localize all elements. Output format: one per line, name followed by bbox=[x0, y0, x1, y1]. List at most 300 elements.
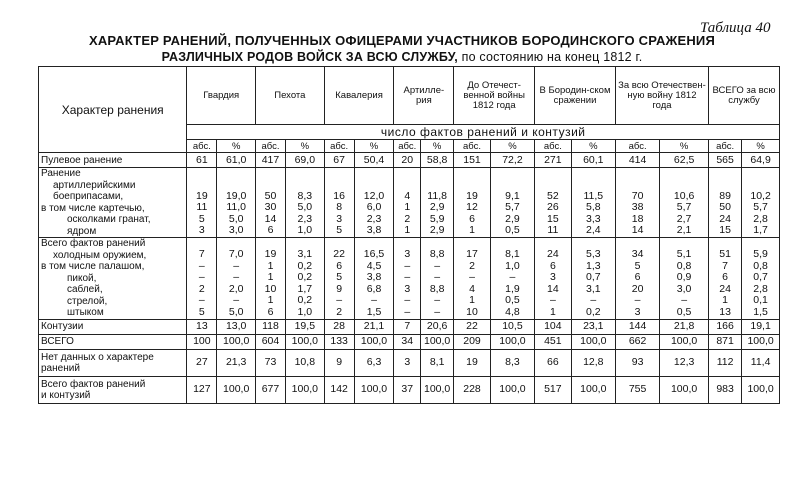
cell-value: 3 bbox=[394, 349, 421, 376]
cell-value: 755 bbox=[615, 376, 659, 403]
spacer bbox=[493, 180, 532, 191]
cell-value: 24 bbox=[719, 212, 731, 225]
cell-value: 100 bbox=[187, 334, 217, 349]
cell-value: 69,0 bbox=[285, 153, 324, 168]
cell-value-stack bbox=[324, 238, 354, 320]
cell-value: 10,6 bbox=[673, 189, 695, 202]
row-label bbox=[39, 168, 187, 238]
cell-value: – bbox=[434, 259, 441, 272]
cell-value: 133 bbox=[324, 334, 354, 349]
table-row-group bbox=[39, 168, 780, 238]
spacer bbox=[456, 180, 488, 191]
cell-value: 6 bbox=[722, 271, 729, 284]
cell-value: 3 bbox=[404, 282, 411, 295]
spacer bbox=[711, 169, 739, 180]
spacer bbox=[288, 169, 322, 180]
cell-value: 13 bbox=[187, 319, 217, 334]
cell-value: 2,9 bbox=[429, 201, 445, 213]
cell-value: 22 bbox=[333, 248, 345, 261]
spacer bbox=[456, 169, 488, 180]
spacer bbox=[288, 180, 322, 191]
cell-value: 565 bbox=[708, 153, 741, 168]
sub-header-abs: абс. bbox=[256, 140, 286, 153]
cell-value: 5,0 bbox=[228, 305, 244, 318]
cell-value-stack bbox=[708, 238, 741, 320]
cell-value: 19 bbox=[264, 248, 277, 261]
table-title bbox=[62, 32, 742, 66]
cell-value: 6 bbox=[634, 271, 641, 284]
spacer bbox=[396, 180, 418, 191]
cell-value: 2,1 bbox=[676, 224, 692, 236]
cell-value-stack bbox=[217, 168, 256, 238]
cell-value: 2,4 bbox=[585, 224, 601, 236]
cell-value: 38 bbox=[631, 201, 644, 213]
cell-value-stack bbox=[256, 168, 286, 238]
cell-value: 5,0 bbox=[228, 212, 244, 225]
sub-header-abs: абс. bbox=[394, 140, 421, 153]
cell-value: 1,5 bbox=[753, 305, 768, 318]
cell-value: 127 bbox=[187, 376, 217, 403]
cell-value: – bbox=[404, 259, 411, 272]
cell-value: 4 bbox=[469, 282, 475, 295]
cell-value: 11 bbox=[547, 224, 559, 236]
cell-value: 0,2 bbox=[585, 305, 601, 318]
cell-value: 228 bbox=[454, 376, 491, 403]
cell-value: – bbox=[434, 294, 441, 307]
cell-value: 9,1 bbox=[505, 189, 520, 202]
cell-value: – bbox=[198, 259, 205, 272]
cell-value: 2 bbox=[404, 212, 411, 225]
cell-value: 10,2 bbox=[750, 189, 771, 202]
cell-value: 1 bbox=[469, 294, 475, 307]
cell-value: 100,0 bbox=[354, 334, 394, 349]
spacer bbox=[219, 169, 253, 180]
cell-value: 871 bbox=[708, 334, 741, 349]
cell-value: 27 bbox=[187, 349, 217, 376]
cell-value: 89 bbox=[719, 189, 731, 202]
cell-value: 34 bbox=[631, 248, 644, 261]
cell-value: 3,0 bbox=[676, 282, 692, 295]
cell-value: 5,9 bbox=[753, 248, 768, 261]
cell-value: 604 bbox=[256, 334, 286, 349]
cell-value: 5,0 bbox=[297, 201, 313, 213]
cell-value: 5,3 bbox=[585, 248, 601, 261]
cell-value: 19 bbox=[454, 349, 491, 376]
cell-value: 1,0 bbox=[297, 224, 313, 236]
cell-value: 72,2 bbox=[490, 153, 534, 168]
cell-value: 8,3 bbox=[297, 189, 313, 202]
col-header: Артилле-рия bbox=[394, 67, 454, 125]
cell-value: 14 bbox=[547, 282, 559, 295]
cell-value: 58,8 bbox=[421, 153, 454, 168]
cell-value: 70 bbox=[631, 189, 644, 202]
row-label-line: и контузий bbox=[41, 389, 91, 401]
cell-value: 100,0 bbox=[742, 334, 780, 349]
cell-value: 100,0 bbox=[217, 376, 256, 403]
cell-value: 5,7 bbox=[505, 201, 520, 213]
spacer bbox=[327, 180, 352, 191]
cell-value: 5 bbox=[336, 271, 343, 284]
cell-value: 8,8 bbox=[429, 282, 445, 295]
sub-header-pct: % bbox=[421, 140, 454, 153]
row-label: ВСЕГО bbox=[39, 334, 187, 349]
cell-value: 3 bbox=[549, 271, 556, 284]
cell-value: 14 bbox=[631, 224, 644, 236]
cell-value: 2,9 bbox=[429, 224, 445, 236]
cell-value: – bbox=[233, 259, 240, 272]
cell-value: 4 bbox=[404, 189, 411, 202]
col-header: Пехота bbox=[256, 67, 325, 125]
cell-value: 12,3 bbox=[660, 349, 709, 376]
cell-value: 1,9 bbox=[505, 282, 520, 295]
cell-value-stack bbox=[742, 238, 780, 320]
cell-value: 7 bbox=[722, 259, 729, 272]
cell-value: 100,0 bbox=[490, 376, 534, 403]
cell-value: 3,8 bbox=[366, 271, 382, 284]
cell-value: 0,2 bbox=[297, 259, 313, 272]
cell-value: 51 bbox=[719, 248, 731, 261]
cell-value-stack bbox=[742, 168, 780, 238]
cell-value-stack bbox=[354, 238, 394, 320]
cell-value: 3 bbox=[404, 248, 411, 261]
sub-header-pct: % bbox=[742, 140, 780, 153]
cell-value: 24 bbox=[547, 248, 559, 261]
cell-value: 8,1 bbox=[421, 349, 454, 376]
cell-value: 21,3 bbox=[217, 349, 256, 376]
row-label-line: ранений bbox=[41, 362, 80, 374]
cell-value-stack bbox=[490, 238, 534, 320]
sub-header-abs: абс. bbox=[615, 140, 659, 153]
cell-value-stack bbox=[324, 168, 354, 238]
cell-value: – bbox=[233, 294, 240, 307]
cell-value: 73 bbox=[256, 349, 286, 376]
row-label-line: Нет данных о характере bbox=[41, 351, 154, 363]
col-header: За всю Отечествен-ную войну 1812 года bbox=[615, 67, 708, 125]
cell-value-stack bbox=[535, 168, 572, 238]
cell-value: 100,0 bbox=[490, 334, 534, 349]
table-header bbox=[39, 67, 780, 153]
cell-value: 2,3 bbox=[366, 212, 382, 225]
cell-value: 67 bbox=[324, 153, 354, 168]
cell-value: 5,8 bbox=[585, 201, 601, 213]
row-label-line: в том числе палашом, bbox=[41, 261, 145, 272]
cell-value: 5 bbox=[634, 259, 641, 272]
cell-value: 9 bbox=[324, 349, 354, 376]
cell-value: 6,0 bbox=[366, 201, 382, 213]
table-number: Таблица 40 bbox=[700, 20, 771, 36]
cell-value: 3,0 bbox=[228, 224, 244, 236]
spacer bbox=[327, 169, 352, 180]
cell-value: 2 bbox=[336, 305, 343, 318]
cell-value-stack bbox=[615, 238, 659, 320]
cell-value: 100,0 bbox=[660, 334, 709, 349]
col-header: До Отечест-венной войны 1812 года bbox=[454, 67, 535, 125]
cell-value: 10,5 bbox=[490, 319, 534, 334]
cell-value: 8 bbox=[336, 201, 343, 213]
cell-value: 0,5 bbox=[676, 305, 692, 318]
cell-value: 22 bbox=[454, 319, 491, 334]
sub-header-pct: % bbox=[660, 140, 709, 153]
cell-value: 142 bbox=[324, 376, 354, 403]
cell-value: 12,8 bbox=[571, 349, 615, 376]
cell-value: 11,8 bbox=[427, 189, 447, 202]
cell-value: 414 bbox=[615, 153, 659, 168]
cell-value: 13 bbox=[719, 305, 731, 318]
spacer bbox=[662, 169, 706, 180]
cell-value: 0,7 bbox=[585, 271, 601, 284]
cell-value: 0,5 bbox=[505, 224, 520, 236]
cell-value: 30 bbox=[264, 201, 277, 213]
cell-value: – bbox=[434, 271, 441, 284]
cell-value: 6 bbox=[549, 259, 556, 272]
row-label-line: Ранение bbox=[41, 168, 81, 179]
row-label-line: Всего фактов ранений bbox=[41, 238, 146, 249]
cell-value: 0,7 bbox=[753, 271, 768, 284]
cell-value: 10 bbox=[466, 305, 478, 318]
sub-header-pct: % bbox=[217, 140, 256, 153]
cell-value: 1 bbox=[267, 294, 274, 307]
cell-value: – bbox=[434, 305, 441, 318]
cell-value: 3,8 bbox=[366, 224, 382, 236]
cell-value: 50 bbox=[719, 201, 731, 213]
row-label: Пулевое ранение bbox=[39, 153, 187, 168]
cell-value: 100,0 bbox=[421, 376, 454, 403]
cell-value: 8,3 bbox=[490, 349, 534, 376]
cell-value: 12,0 bbox=[363, 189, 385, 202]
row-label-line: Всего фактов ранений bbox=[41, 378, 146, 390]
row-label-line: саблей, bbox=[67, 284, 103, 295]
cell-value: – bbox=[404, 271, 411, 284]
sub-header-pct: % bbox=[490, 140, 534, 153]
cell-value: 151 bbox=[454, 153, 491, 168]
cell-value: 10 bbox=[264, 282, 277, 295]
spacer bbox=[537, 169, 569, 180]
cell-value: 5,9 bbox=[429, 212, 445, 225]
cell-value: 7,0 bbox=[228, 248, 244, 261]
cell-value: 50,4 bbox=[354, 153, 394, 168]
row-label-line: артиллерийскими bbox=[53, 179, 136, 191]
cell-value: 517 bbox=[535, 376, 572, 403]
cell-value: 6 bbox=[267, 305, 274, 318]
cell-value: 0,2 bbox=[297, 271, 313, 284]
cell-value-stack bbox=[708, 168, 741, 238]
title-line-1: ХАРАКТЕР РАНЕНИЙ, ПОЛУЧЕННЫХ ОФИЦЕРАМИ УЧАСТНИКОВ БОРОДИНСКОГО СРАЖЕНИЯ bbox=[88, 33, 716, 48]
spacer bbox=[574, 180, 613, 191]
row-label bbox=[39, 238, 187, 320]
table-body bbox=[39, 153, 780, 404]
cell-value: 1,3 bbox=[585, 259, 601, 272]
title-line-2-rest: по состоянию на конец 1812 г. bbox=[457, 50, 643, 64]
spacer bbox=[258, 169, 283, 180]
cell-value: 10,8 bbox=[285, 349, 324, 376]
cell-value: 13,0 bbox=[217, 319, 256, 334]
sub-header-pct: % bbox=[285, 140, 324, 153]
spacer bbox=[574, 169, 613, 180]
table-row-group bbox=[39, 238, 780, 320]
cell-value: 5,7 bbox=[676, 201, 692, 213]
cell-value: 8,8 bbox=[429, 248, 445, 261]
table-row bbox=[39, 376, 780, 403]
cell-value: 6,3 bbox=[354, 349, 394, 376]
cell-value: 93 bbox=[615, 349, 659, 376]
cell-value: 37 bbox=[394, 376, 421, 403]
cell-value: 3 bbox=[336, 212, 343, 225]
cell-value-stack bbox=[187, 168, 217, 238]
cell-value: 8,1 bbox=[505, 248, 520, 261]
cell-value-stack bbox=[571, 238, 615, 320]
cell-value: 2 bbox=[198, 282, 205, 295]
cell-value: 112 bbox=[708, 349, 741, 376]
spacer bbox=[537, 180, 569, 191]
cell-value: 677 bbox=[256, 376, 286, 403]
cell-value: 11 bbox=[196, 201, 208, 213]
cell-value: 0,1 bbox=[753, 294, 768, 307]
cell-value: – bbox=[590, 294, 597, 307]
spacer bbox=[423, 169, 451, 180]
table-row bbox=[39, 334, 780, 349]
cell-value: 104 bbox=[535, 319, 572, 334]
table-row bbox=[39, 153, 780, 168]
cell-value: 16,5 bbox=[363, 248, 385, 261]
cell-value: 100,0 bbox=[660, 376, 709, 403]
cell-value: 209 bbox=[454, 334, 491, 349]
cell-value: 52 bbox=[547, 189, 559, 202]
cell-value: 21,1 bbox=[354, 319, 394, 334]
cell-value: 3,1 bbox=[585, 282, 601, 295]
cell-value: 1 bbox=[267, 259, 274, 272]
cell-value: 11,0 bbox=[226, 201, 246, 213]
cell-value: 6 bbox=[267, 224, 274, 236]
cell-value: 100,0 bbox=[285, 376, 324, 403]
cell-value: 1 bbox=[469, 224, 475, 236]
cell-value: 1 bbox=[267, 271, 274, 284]
cell-value: 166 bbox=[708, 319, 741, 334]
cell-value: – bbox=[336, 294, 343, 307]
cell-value: 5,7 bbox=[753, 201, 768, 213]
cell-value: 19,1 bbox=[742, 319, 780, 334]
cell-value: 23,1 bbox=[571, 319, 615, 334]
cell-value: 0,2 bbox=[297, 294, 313, 307]
cell-value: – bbox=[469, 271, 475, 284]
cell-value-stack bbox=[394, 168, 421, 238]
cell-value: 34 bbox=[394, 334, 421, 349]
cell-value: 20 bbox=[394, 153, 421, 168]
cell-value: 1,5 bbox=[366, 305, 382, 318]
sub-header-abs: абс. bbox=[708, 140, 741, 153]
row-label-line: осколками гранат, bbox=[67, 214, 151, 225]
cell-value: 7 bbox=[198, 248, 205, 261]
cell-value: 100,0 bbox=[742, 376, 780, 403]
cell-value: 18 bbox=[631, 212, 644, 225]
cell-value-stack bbox=[285, 238, 324, 320]
cell-value: 2,9 bbox=[505, 212, 520, 225]
cell-value: 1,7 bbox=[753, 224, 768, 236]
cell-value: 3 bbox=[198, 224, 205, 236]
row-label: Контузии bbox=[39, 319, 187, 334]
cell-value: 4,5 bbox=[366, 259, 382, 272]
spacer bbox=[423, 180, 451, 191]
wounds-table bbox=[38, 66, 780, 404]
cell-value: 1,0 bbox=[297, 305, 313, 318]
cell-value: 5 bbox=[198, 212, 205, 225]
cell-value: 1,0 bbox=[505, 259, 520, 272]
cell-value: 6 bbox=[469, 212, 475, 225]
cell-value-stack bbox=[187, 238, 217, 320]
row-label-line: пикой, bbox=[67, 272, 97, 284]
cell-value: 50 bbox=[264, 189, 277, 202]
cell-value: 66 bbox=[535, 349, 572, 376]
cell-value: 5,1 bbox=[676, 248, 692, 261]
cell-value: 118 bbox=[256, 319, 286, 334]
cell-value: 2,3 bbox=[297, 212, 313, 225]
cell-value: 451 bbox=[535, 334, 572, 349]
cell-value: 1,7 bbox=[297, 282, 313, 295]
sub-header-abs: абс. bbox=[535, 140, 572, 153]
col-header: Гвардия bbox=[187, 67, 256, 125]
row-label-line: в том числе картечью, bbox=[41, 202, 145, 214]
sub-header-pct: % bbox=[571, 140, 615, 153]
cell-value: 17 bbox=[466, 248, 478, 261]
cell-value: 15 bbox=[547, 212, 559, 225]
cell-value: – bbox=[681, 294, 688, 307]
cell-value: – bbox=[404, 305, 411, 318]
spacer bbox=[258, 180, 283, 191]
spacer bbox=[189, 169, 214, 180]
cell-value: 14 bbox=[264, 212, 277, 225]
cell-value-stack bbox=[256, 238, 286, 320]
row-label bbox=[39, 376, 187, 403]
cell-value: 1 bbox=[722, 294, 729, 307]
table-row bbox=[39, 319, 780, 334]
sub-header-abs: абс. bbox=[324, 140, 354, 153]
spacer bbox=[711, 180, 739, 191]
cell-value: 20,6 bbox=[421, 319, 454, 334]
cell-value-stack bbox=[490, 168, 534, 238]
cell-value: 61 bbox=[187, 153, 217, 168]
cell-value-stack bbox=[660, 238, 709, 320]
cell-value: 1 bbox=[404, 201, 411, 213]
cell-value-stack bbox=[421, 238, 454, 320]
cell-value: 15 bbox=[719, 224, 731, 236]
cell-value: 28 bbox=[324, 319, 354, 334]
spacer bbox=[662, 180, 706, 191]
col-header: В Бородин-ском сражении bbox=[535, 67, 616, 125]
cell-value: 3 bbox=[634, 305, 641, 318]
cell-value: 19 bbox=[196, 189, 208, 202]
row-label bbox=[39, 349, 187, 376]
row-label-line: холодным оружием, bbox=[53, 249, 147, 261]
cell-value-stack bbox=[454, 238, 491, 320]
cell-value: 9 bbox=[336, 282, 343, 295]
cell-value: – bbox=[233, 271, 240, 284]
title-line-2 bbox=[62, 49, 742, 66]
spacer bbox=[618, 169, 657, 180]
cell-value: 100,0 bbox=[217, 334, 256, 349]
cell-value: 19 bbox=[466, 189, 478, 202]
cell-value: 100,0 bbox=[421, 334, 454, 349]
cell-value: 2,0 bbox=[228, 282, 244, 295]
cell-value: 12 bbox=[466, 201, 478, 213]
sub-header-pct: % bbox=[354, 140, 394, 153]
cell-value: 60,1 bbox=[571, 153, 615, 168]
cell-value: 2,8 bbox=[753, 212, 768, 225]
cell-value: 100,0 bbox=[571, 376, 615, 403]
cell-value: 271 bbox=[535, 153, 572, 168]
spacer bbox=[618, 180, 657, 191]
cell-value: 19,5 bbox=[285, 319, 324, 334]
cell-value: 0,8 bbox=[753, 259, 768, 272]
spacer bbox=[744, 169, 777, 180]
